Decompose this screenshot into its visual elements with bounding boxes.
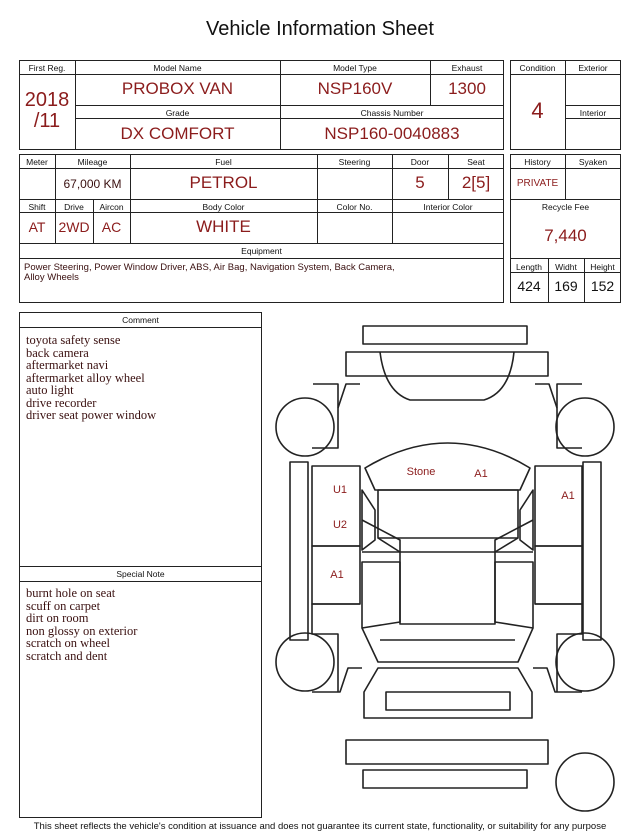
fuel-value: PETROL (189, 173, 258, 192)
damage-mark-left-rear-a1: A1 (330, 569, 344, 581)
length-label: Length (516, 262, 542, 272)
special-note-item: scuff on carpet (26, 598, 101, 613)
model-type-label: Model Type (333, 63, 377, 73)
body-color-label: Body Color (202, 202, 245, 212)
special-note-item: dirt on room (26, 611, 89, 625)
special-note-item: burnt hole on seat (26, 586, 116, 600)
model-name-label: Model Name (153, 63, 202, 73)
comment-list (26, 334, 156, 422)
fuel-label: Fuel (215, 157, 232, 167)
damage-mark-roof-stone: Stone (406, 466, 436, 478)
comment-label: Comment (122, 315, 159, 325)
mileage-label: Mileage (77, 157, 108, 167)
steering-label: Steering (338, 157, 371, 167)
interior-color-label: Interior Color (423, 202, 473, 212)
history-label: History (524, 157, 551, 167)
special-note-list (26, 587, 137, 662)
damage-mark-left-u1: U1 (332, 484, 348, 496)
model-name-value: PROBOX VAN (121, 79, 234, 98)
comment-item: auto light (26, 383, 74, 397)
shift-value: AT (28, 219, 46, 235)
comment-item: back camera (26, 345, 89, 360)
chassis-label: Chassis Number (360, 108, 424, 118)
drive-value: 2WD (58, 219, 90, 235)
grade-label: Grade (165, 108, 190, 118)
exhaust-label: Exhaust (451, 63, 483, 73)
door-label: Door (410, 157, 430, 167)
condition-value: 4 (531, 98, 544, 123)
aircon-value: AC (101, 219, 122, 235)
syaken-label: Syaken (578, 157, 608, 167)
comment-item: toyota safety sense (26, 333, 121, 347)
grade-value: DX COMFORT (120, 124, 235, 143)
model-type-value: NSP160V (317, 79, 393, 98)
length-value: 424 (517, 278, 541, 294)
chassis-value: NSP160-0040883 (324, 124, 460, 143)
first-reg-year: 2018 (24, 89, 70, 111)
disclaimer-footer: This sheet reflects the vehicle's condition at issuance and does not guarantee its current state, functionality, or suitability for any purpose (33, 821, 607, 832)
width-label: Widht (555, 262, 577, 272)
height-value: 152 (590, 278, 615, 294)
first-reg-month: /11 (33, 110, 61, 132)
comment-item: driver seat power window (26, 408, 157, 422)
width-value: 169 (554, 278, 578, 294)
seat-label: Seat (467, 157, 485, 167)
drive-label: Drive (64, 202, 84, 212)
aircon-label: Aircon (99, 202, 124, 212)
shift-label: Shift (28, 202, 46, 212)
history-value: PRIVATE (516, 178, 559, 189)
height-label: Height (590, 262, 615, 272)
body-color-value: WHITE (196, 217, 251, 236)
car-damage-diagram (268, 318, 628, 818)
special-note-label: Special Note (116, 569, 165, 579)
door-value: 5 (415, 173, 425, 192)
mileage-value: 67,000 KM (63, 177, 122, 191)
condition-label: Condition (519, 63, 556, 73)
equipment-line-2: Alloy Wheels (24, 272, 79, 283)
meter-label: Meter (26, 157, 48, 167)
exterior-label: Exterior (578, 63, 608, 73)
equipment-label: Equipment (241, 246, 282, 256)
special-note-item: scratch and dent (26, 648, 108, 663)
recycle-fee-label: Recycle Fee (541, 202, 590, 212)
comment-item: aftermarket alloy wheel (26, 370, 145, 385)
first-reg-label: First Reg. (28, 63, 66, 73)
equipment-line-1: Power Steering, Power Window Driver, ABS, Air Bag, Navigation System, Back Camera, (24, 262, 395, 273)
interior-label: Interior (579, 108, 607, 118)
special-note-item: non glossy on exterior (26, 623, 138, 638)
exhaust-value: 1300 (448, 79, 486, 98)
page-title: Vehicle Information Sheet (206, 18, 434, 40)
color-no-label: Color No. (336, 202, 373, 212)
recycle-fee-value: 7,440 (544, 226, 587, 245)
special-note-item: scratch on wheel (26, 636, 110, 650)
damage-mark-roof-a1: A1 (474, 468, 488, 480)
damage-mark-left-u2: U2 (332, 519, 348, 531)
seat-value: 2[5] (461, 173, 491, 192)
comment-item: drive recorder (26, 395, 97, 410)
comment-item: aftermarket navi (26, 358, 109, 372)
damage-mark-right-a1: A1 (561, 490, 575, 502)
